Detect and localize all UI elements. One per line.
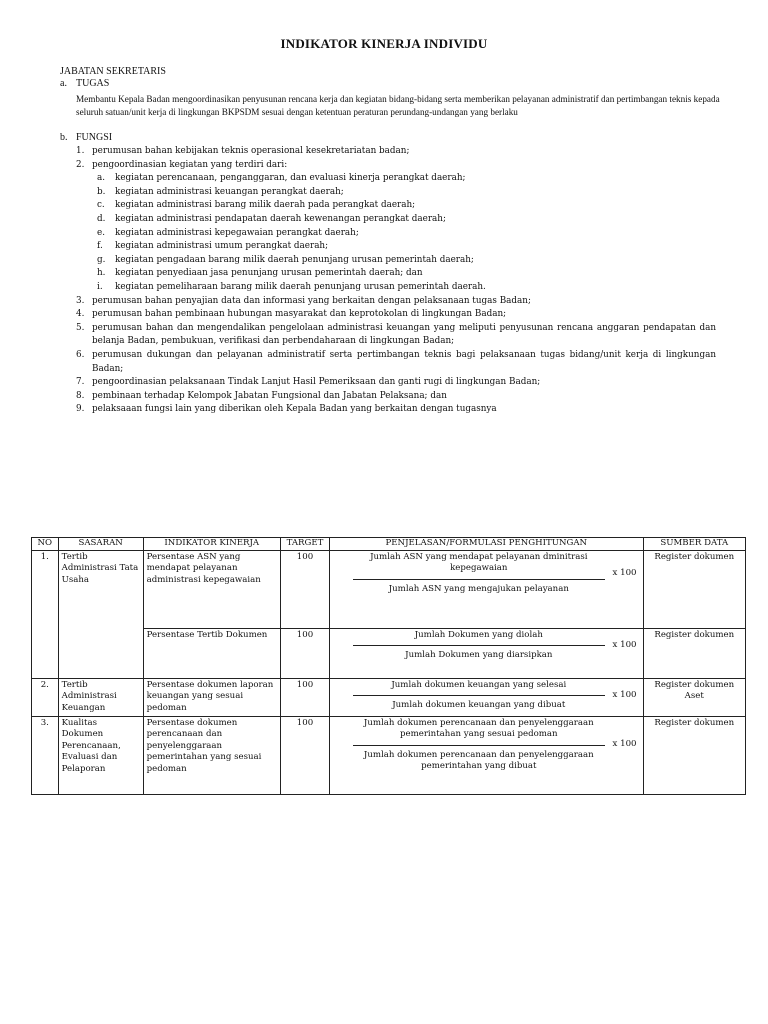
fungsi-item-text: pengoordinasian pelaksanaan Tindak Lanjut Hasil Pemeriksaan dan ganti rugi di lingkungan Badan; [92, 377, 541, 388]
sub-item-letter: a. [97, 173, 106, 184]
sub-item-letter: i. [97, 281, 103, 292]
formula [333, 718, 639, 773]
formula-multiplier: x 100 [612, 639, 637, 650]
cell-formula [330, 678, 643, 716]
fraction-bar [353, 645, 604, 646]
indikator-table [31, 537, 746, 795]
cell-indikator: Persentase Tertib Dokumen [143, 628, 280, 678]
table-row [32, 716, 746, 794]
cell-sumber: Register dokumen [643, 550, 745, 628]
sub-item-letter: c. [97, 200, 105, 211]
cell-indikator: Persentase ASN yang mendapat pelayanan administrasi kepegawaian [143, 550, 280, 628]
fungsi-item [76, 308, 716, 322]
fraction [353, 680, 604, 712]
formula-multiplier: x 100 [612, 689, 637, 700]
cell-formula [330, 716, 643, 794]
sub-item-text: kegiatan pemeliharaan barang milik daerah penunjang urusan pemerintah daerah. [115, 281, 486, 292]
sub-item-text: kegiatan administrasi keuangan perangkat daerah; [115, 186, 344, 197]
fraction [353, 630, 604, 662]
table-row [32, 678, 746, 716]
cell-indikator: Persentase dokumen perencanaan dan penyelenggaraan pemerintahan yang sesuai pedoman [143, 716, 280, 794]
fungsi-item-number: 1. [76, 146, 85, 156]
cell-target: 100 [280, 678, 329, 716]
cell-sumber: Register dokumen [643, 716, 745, 794]
cell-formula [330, 628, 643, 678]
cell-no: 3. [32, 716, 59, 794]
column-header-formulasi: PENJELASAN/FORMULASI PENGHITUNGAN [330, 538, 643, 551]
formula-denominator: Jumlah ASN yang mengajukan pelayanan [388, 583, 569, 594]
fungsi-item-number: 4. [76, 309, 85, 320]
tugas-heading [60, 78, 166, 90]
fungsi-marker: b. [60, 132, 68, 143]
fungsi-item-text: perumusan bahan penyajian data dan informasi yang berkaitan dengan pelaksanaan tugas Badan; [92, 295, 531, 306]
fungsi-item-number: 7. [76, 377, 85, 388]
fungsi-sub-item [97, 254, 716, 268]
fraction-bar [353, 745, 604, 746]
sub-item-text: kegiatan penyediaan jasa penunjang urusan pemerintah daerah; dan [115, 268, 423, 279]
section-header [60, 66, 166, 90]
fungsi-sub-item [97, 227, 716, 241]
sub-item-text: kegiatan administrasi pendapatan daerah kewenangan perangkat daerah; [115, 213, 446, 224]
fraction-bar [353, 579, 604, 580]
fungsi-sub-item [97, 213, 716, 227]
sub-item-letter: h. [97, 268, 106, 279]
cell-sumber: Register dokumen [643, 628, 745, 678]
fungsi-item-number: 3. [76, 295, 85, 306]
column-header-target: TARGET [280, 538, 329, 551]
cell-target: 100 [280, 550, 329, 628]
sub-item-letter: d. [97, 213, 106, 224]
formula-multiplier: x 100 [612, 739, 637, 750]
fungsi-item [76, 322, 716, 349]
fungsi-heading [60, 132, 112, 143]
fungsi-item-number: 6. [76, 349, 85, 360]
cell-sasaran: Kualitas Dokumen Perencanaan, Evaluasi dan Pelaporan [58, 716, 143, 794]
fungsi-item-text: pengoordinasian kegiatan yang terdiri dari: [92, 159, 288, 170]
fungsi-item-text: pelaksaaan fungsi lain yang diberikan oleh Kepala Badan yang berkaitan dengan tugasnya [92, 404, 497, 415]
fungsi-sub-item [97, 240, 716, 254]
fungsi-sub-item [97, 281, 716, 295]
cell-target: 100 [280, 628, 329, 678]
jabatan-heading: JABATAN SEKRETARIS [60, 66, 166, 77]
column-header-no: NO [32, 538, 59, 551]
fungsi-list [76, 145, 716, 417]
fungsi-item [76, 376, 716, 390]
fungsi-item [76, 403, 716, 417]
formula-numerator: Jumlah Dokumen yang diolah [414, 629, 543, 640]
fungsi-title: FUNGSI [76, 132, 113, 143]
formula [333, 680, 639, 712]
cell-target: 100 [280, 716, 329, 794]
column-header-indikator: INDIKATOR KINERJA [143, 538, 280, 551]
tugas-description: Membantu Kepala Badan mengoordinasikan penyusunan rencana kerja dan kegiatan bidang-bidang serta memberikan pelayanan administratif dan pertimbangan teknis kepada seluruh satuan/unit kerja di lingkungan BKPSDM sesuai dengan ketentuan peraturan perundang-undangan yang berlaku [76, 94, 720, 117]
fungsi-item-text: pembinaan terhadap Kelompok Jabatan Fungsional dan Jabatan Pelaksana; dan [92, 390, 447, 401]
table-header-row [32, 538, 746, 551]
table-row [32, 550, 746, 628]
fungsi-item [76, 349, 716, 376]
document-title: INDIKATOR KINERJA INDIVIDU [280, 36, 488, 51]
fungsi-sub-item [97, 267, 716, 281]
column-header-sumber: SUMBER DATA [643, 538, 745, 551]
tugas-marker: a. [60, 78, 67, 89]
fungsi-sub-item [97, 172, 716, 186]
fraction [353, 718, 604, 773]
fraction [353, 552, 604, 596]
fungsi-item-number: 2. [76, 159, 85, 170]
fungsi-item-text: perumusan bahan pembinaan hubungan masyarakat dan keprotokolan di lingkungan Badan; [92, 309, 507, 320]
formula-numerator: Jumlah dokumen perencanaan dan penyelenggaraan pemerintahan yang sesuai pedoman [363, 717, 594, 739]
fungsi-item-number: 9. [76, 404, 85, 415]
fraction-bar [353, 695, 604, 696]
column-header-sasaran: SASARAN [58, 538, 143, 551]
cell-no: 1. [32, 550, 59, 678]
formula [333, 552, 639, 596]
fungsi-item [76, 295, 716, 309]
cell-sumber: Register dokumen Aset [643, 678, 745, 716]
cell-formula [330, 550, 643, 628]
sub-item-letter: g. [97, 254, 106, 265]
fungsi-item [76, 159, 716, 173]
fungsi-sub-item [97, 186, 716, 200]
fungsi-item [76, 145, 716, 159]
sub-item-text: kegiatan administrasi umum perangkat daerah; [115, 241, 329, 252]
cell-no: 2. [32, 678, 59, 716]
fungsi-item-number: 8. [76, 390, 85, 401]
sub-item-letter: f. [97, 241, 103, 252]
formula-multiplier: x 100 [612, 567, 637, 578]
formula [333, 630, 639, 662]
fungsi-item-text: perumusan dukungan dan pelayanan administratif serta pertimbangan teknis bagi pelaksanaan tugas bidang/unit kerja di lingkungan Badan; [92, 349, 716, 374]
sub-item-text: kegiatan pengadaan barang milik daerah penunjang urusan pemerintah daerah; [115, 254, 474, 265]
sub-item-text: kegiatan perencanaan, penganggaran, dan evaluasi kinerja perangkat daerah; [115, 173, 466, 184]
fungsi-item-number: 5. [76, 322, 85, 333]
fungsi-sub-item [97, 199, 716, 213]
formula-numerator: Jumlah ASN yang mendapat pelayanan dminitrasi kepegawaian [370, 551, 588, 573]
fungsi-item-text: perumusan bahan kebijakan teknis operasional kesekretariatan badan; [92, 146, 410, 156]
sub-item-letter: b. [97, 186, 106, 197]
sub-item-letter: e. [97, 227, 106, 238]
sub-item-text: kegiatan administrasi kepegawaian perangkat daerah; [115, 227, 359, 238]
fungsi-item [76, 390, 716, 404]
fungsi-item-text: perumusan bahan dan mengendalikan pengelolaan administrasi keuangan yang meliputi penyusunan rencana anggaran pendapatan dan belanja Badan, pembukuan, verifikasi dan perbendaharaan di lingkungan Badan; [92, 322, 716, 347]
tugas-title: TUGAS [76, 78, 110, 89]
formula-denominator: Jumlah dokumen perencanaan dan penyelenggaraan pemerintahan yang dibuat [363, 749, 594, 771]
cell-sasaran: Tertib Administrasi Tata Usaha [58, 550, 143, 678]
formula-numerator: Jumlah dokumen keuangan yang selesai [391, 679, 567, 690]
sub-item-text: kegiatan administrasi barang milik daerah pada perangkat daerah; [115, 200, 416, 211]
formula-denominator: Jumlah Dokumen yang diarsipkan [405, 650, 553, 660]
formula-denominator: Jumlah dokumen keuangan yang dibuat [392, 700, 566, 710]
cell-sasaran: Tertib Administrasi Keuangan [58, 678, 143, 716]
cell-indikator: Persentase dokumen laporan keuangan yang sesuai pedoman [143, 678, 280, 716]
